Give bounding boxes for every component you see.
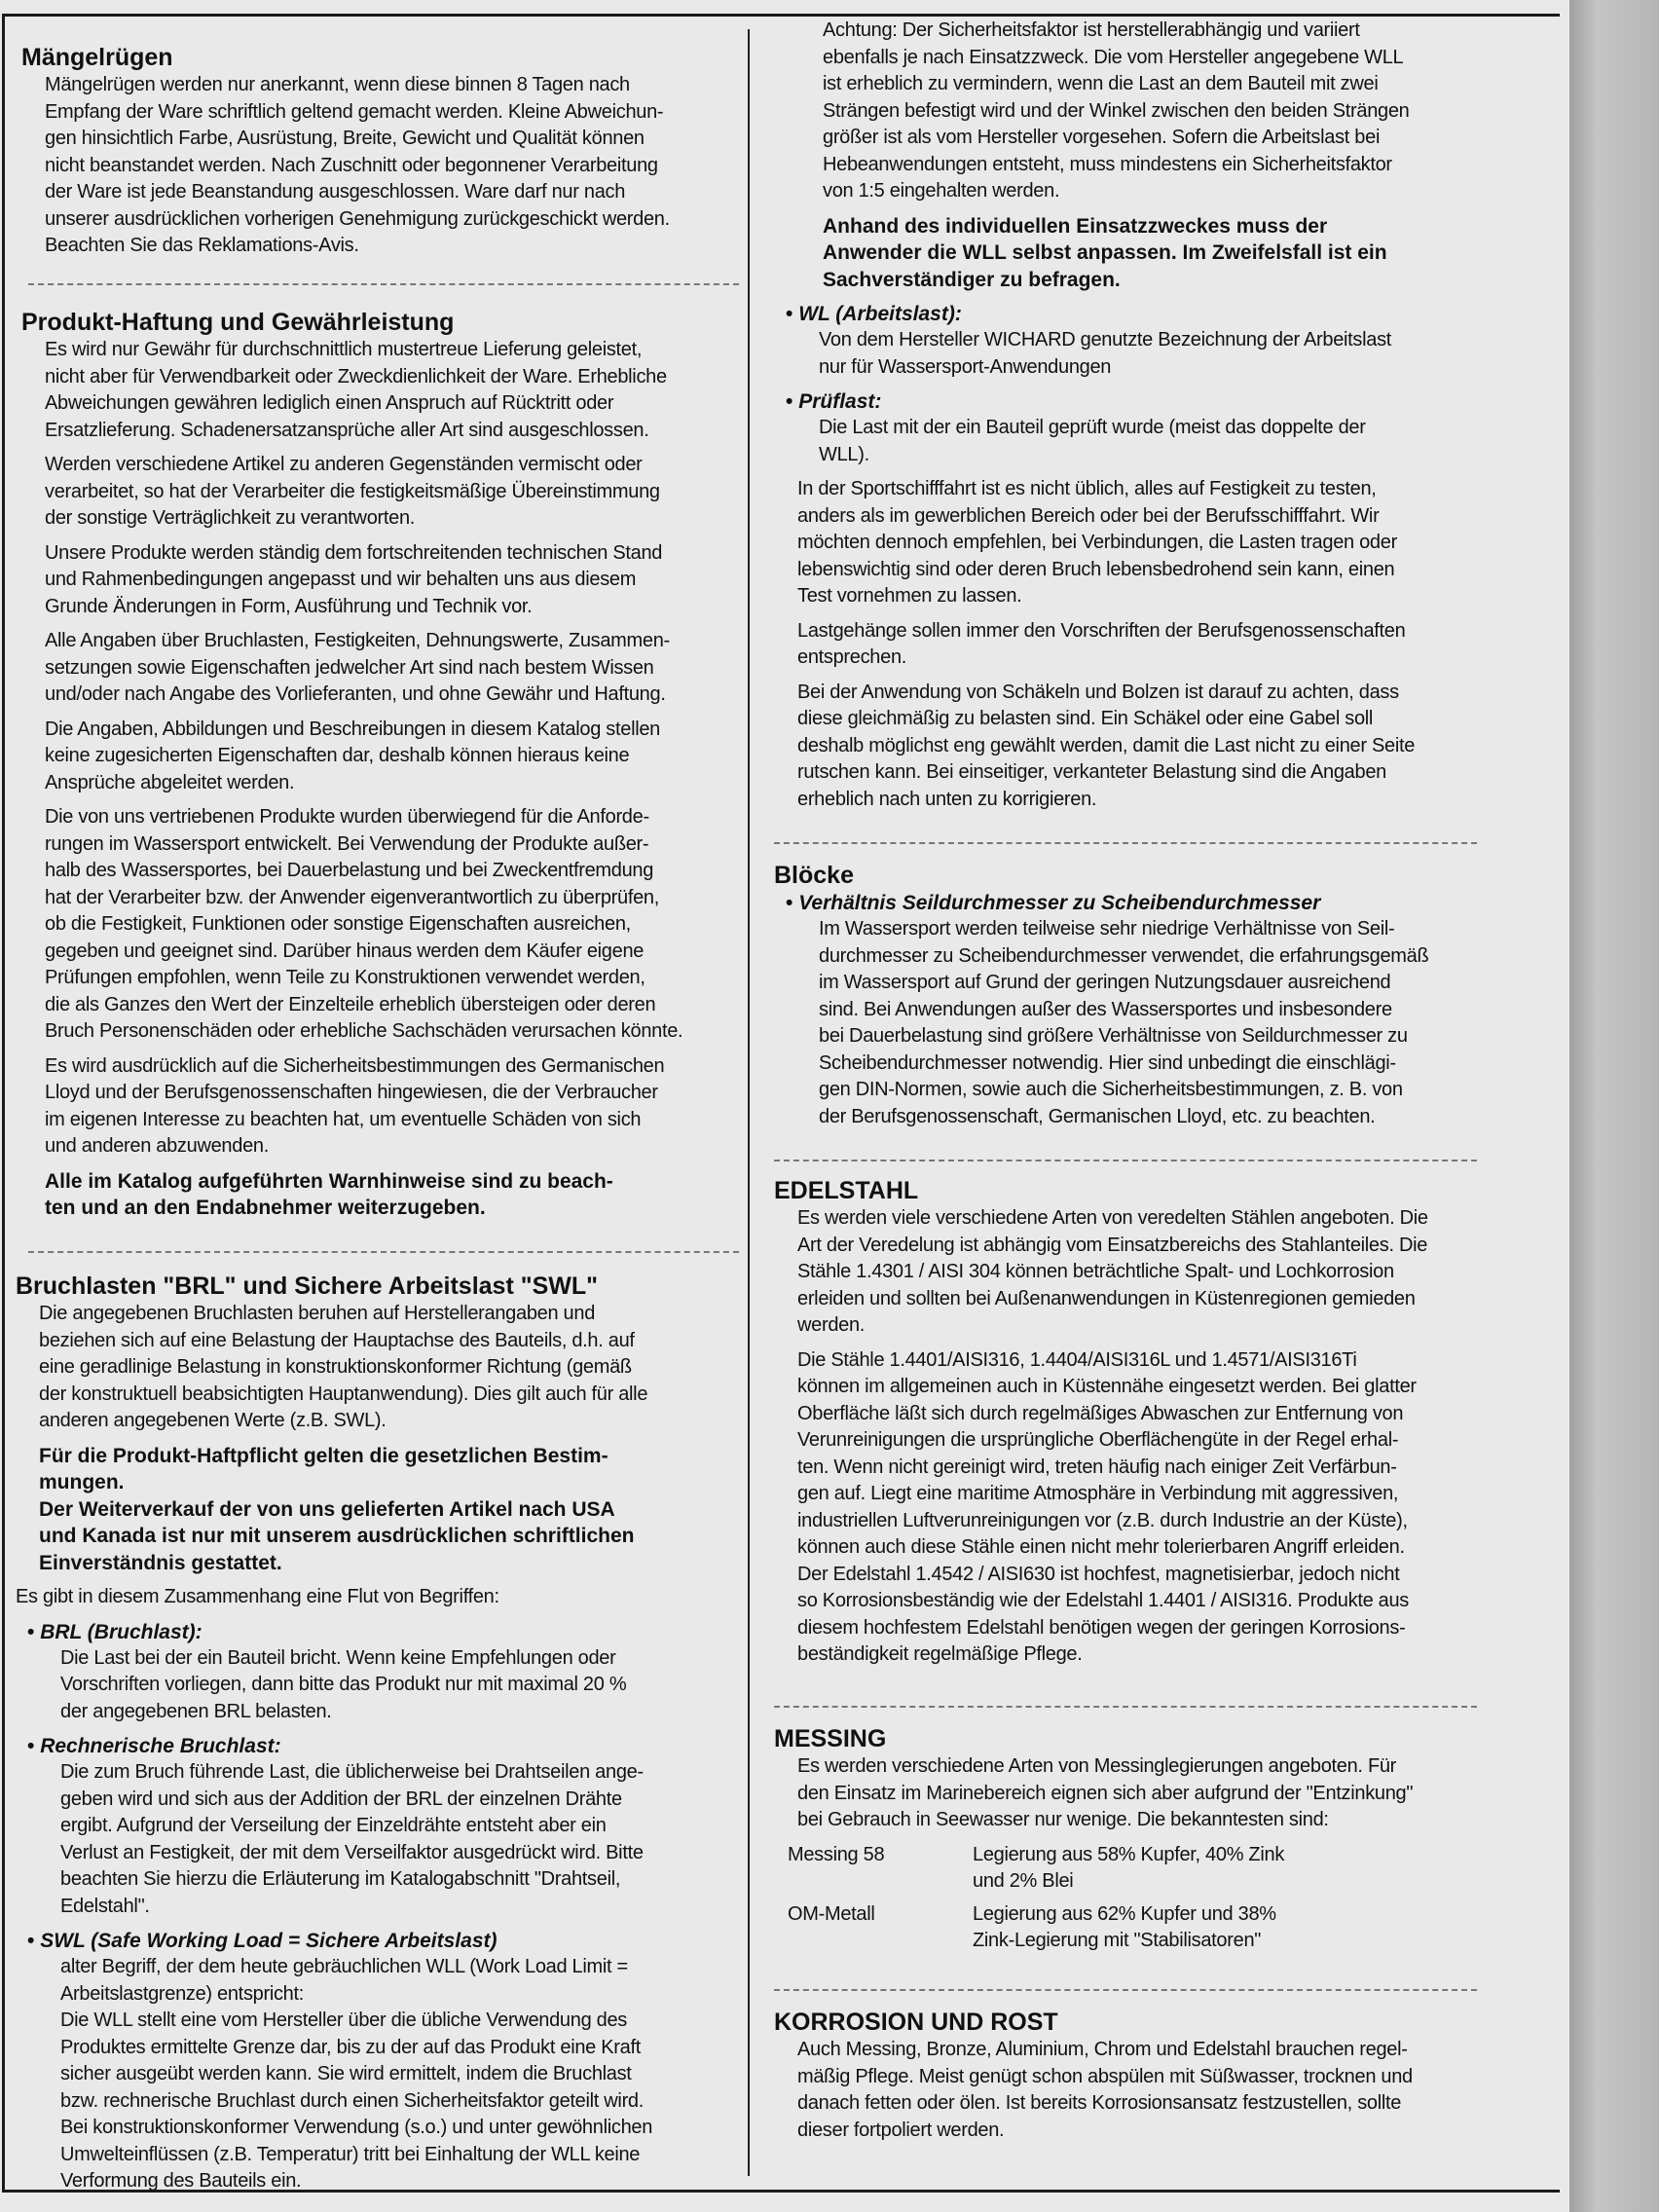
liability-note: Für die Produkt-Haftpflicht gelten die gesetzlichen Bestim- mungen. Der Weiterverkauf der von uns gelieferten Artikel nach USA und Kanada ist nur mit unserem ausdrücklichen schriftlichen Einverständnis gestattet. bbox=[39, 1444, 635, 1574]
paragraph: Alle Angaben über Bruchlasten, Festigkeiten, Dehnungswerte, Zusammen- setzungen sowie Eigenschaften jedwelcher Art sind nach bestem Wissen und/oder nach Angabe des Vorlieferanten, und ohne Gewähr und Haftung. bbox=[45, 630, 670, 705]
section-separator bbox=[774, 1989, 1477, 1991]
term-title: • BRL (Bruchlast): bbox=[27, 1619, 736, 1645]
paragraph: Es werden viele verschiedene Arten von veredelten Stählen angeboten. Die Art der Veredelung ist abhängig vom Einsatzbereichs des Stahlanteiles. Die Stähle 1.4301 / AISI 304 können beträchtliche Spalt- und Lochkorrosion erleiden und sollten bei Außenanwendungen in Küstenregionen gemieden werden. bbox=[797, 1207, 1428, 1336]
section-separator bbox=[28, 283, 739, 285]
paragraph: Lastgehänge sollen immer den Vorschriften der Berufsgenossenschaften entsprechen. bbox=[797, 619, 1406, 668]
term-text: Die Last mit der ein Bauteil geprüft wurde (meist das doppelte der WLL). bbox=[819, 417, 1366, 465]
term-title: • Verhältnis Seildurchmesser zu Scheibendurchmesser bbox=[786, 890, 1514, 916]
term-text: Im Wassersport werden teilweise sehr niedrige Verhältnisse von Seil- durchmesser zu Scheibendurchmesser verwendet, die erfahrungsgemäß im Wassersport auf Grund der geringen Nutzungsdauer ausreichend sind. Bei Anwendungen außer des Wassersportes und insbesondere bei Dauerbelastung sind größere Verhältnisse von Seildurchmesser zu Scheibendurchmesser notwendig. Hier sind unbedingt die einschlägi- gen DIN-Normen, sowie auch die Sicherheitsbestimmungen, z. B. von der Berufsgenossenschaft, Germanischen Lloyd, etc. zu beachten. bbox=[819, 918, 1429, 1127]
paragraph: Werden verschiedene Artikel zu anderen Gegenständen vermischt oder verarbeitet, so hat der Verarbeiter die festigkeitsmäßige Übereinstimmung der sonstige Verträglichkeit zu verantworten. bbox=[45, 454, 660, 529]
term-item bbox=[786, 301, 1514, 381]
table-row bbox=[788, 1842, 1284, 1901]
section-title: Mängelrügen bbox=[21, 44, 173, 71]
background-edge bbox=[1569, 0, 1659, 2212]
paragraph: Bei der Anwendung von Schäkeln und Bolzen ist darauf zu achten, dass diese gleichmäßig zu belasten sind. Ein Schäkel oder eine Gabel soll deshalb möglichst eng gewählt werden, damit die Last nicht zu einer Seite rutschen kann. Bei einseitiger, verkanteter Belastung sind die Angaben erheblich nach unten zu korrigieren. bbox=[797, 681, 1416, 810]
term-title: • WL (Arbeitslast): bbox=[786, 301, 1514, 327]
term-item bbox=[27, 1619, 736, 1726]
section-separator bbox=[774, 1160, 1477, 1161]
paragraph: Es wird nur Gewähr für durchschnittlich mustertreue Lieferung geleistet, nicht aber für Verwendbarkeit oder Zweckdienlichkeit der Ware. Erhebliche Abweichungen gewähren lediglich einen Anspruch auf Rücktritt oder Ersatzlieferung. Schadenersatzansprüche aller Art sind ausgeschlossen. bbox=[45, 339, 667, 441]
term-text: Von dem Hersteller WICHARD genutzte Bezeichnung der Arbeitslast nur für Wassersport-Anwendungen bbox=[819, 329, 1392, 378]
alloy-name: Messing 58 bbox=[788, 1843, 885, 1865]
paragraph: Die Stähle 1.4401/AISI316, 1.4404/AISI316L und 1.4571/AISI316Ti können im allgemeinen auch in Küstennähe eingesetzt werden. Bei glatter Oberfläche läßt sich durch regelmäßiges Abwaschen zur Entfernung von Verunreinigungen die ursprüngliche Oberflächengüte in der Regel erhal- ten. Wenn nicht gereinigt wird, treten häufig nach einiger Zeit Verfärbun- gen auf. Liegt eine maritime Atmosphäre in Verbindung mit aggressiven, industriellen Luftverunreinigungen vor (z.B. durch Industrie an der Küste), können auch diese Stähle einen nicht mehr tolerierbaren Angriff erleiden. Der Edelstahl 1.4542 / AISI630 ist hochfest, magnetisierbar, jedoch nicht so Korrosionsbeständig wie der Edelstahl 1.4401 / AISI316. Produkte aus diesem hochfestem Edelstahl benötigen wegen der geringen Korrosions- beständigkeit regelmäßige Pflege. bbox=[797, 1348, 1417, 1665]
term-item bbox=[786, 388, 1514, 468]
paragraph: Es wird ausdrücklich auf die Sicherheitsbestimmungen des Germanischen Lloyd und der Berufsgenossenschaften hingewiesen, die der Verbraucher im eigenen Interesse zu beachten hat, um eventuelle Schäden von sich und anderen abzuwenden. bbox=[45, 1054, 665, 1157]
paragraph: Die angegebenen Bruchlasten beruhen auf Herstellerangaben und beziehen sich auf eine Belastung der Hauptachse des Bauteils, d.h. auf eine geradlinige Belastung in konstruktionskonformer Richtung (gemäß der konstruktuell beabsichtigten Hauptanwendung). Dies gilt auch für alle anderen angegebenen Werte (z.B. SWL). bbox=[39, 1303, 648, 1431]
section-separator bbox=[774, 1706, 1477, 1708]
term-item bbox=[27, 1928, 736, 2195]
section-produkt-haftung bbox=[21, 308, 742, 1230]
paragraph: Es gibt in diesem Zusammenhang eine Flut von Begriffen: bbox=[16, 1586, 499, 1607]
term-text: Die Last bei der ein Bauteil bricht. Wenn keine Empfehlungen oder Vorschriften vorliegen, dann bitte das Produkt nur mit maximal 20 % der angegebenen BRL belasten. bbox=[60, 1646, 627, 1722]
section-bruchlasten bbox=[16, 1272, 736, 2203]
paragraph: Die von uns vertriebenen Produkte wurden überwiegend für die Anforde- rungen im Wassersport entwickelt. Bei Verwendung der Produkte außer- halb des Wassersportes, bei Dauerbelastung und bei Zweckentfremdung hat der Verarbeiter bzw. der Anwender eigenverantwortlich zu überprüfen, ob die Festigkeit, Funktionen oder sonstige Eigenschaften ausreichen, gegeben und geeignet sind. Darüber hinaus werden dem Käufer eigene Prüfungen empfohlen, wenn Teile zu Konstruktionen verwendet werden, die als Ganzes den Wert der Einzelteile erheblich übersteigen oder deren Bruch Personenschäden oder erhebliche Sachschäden verursachen könnte. bbox=[45, 806, 683, 1042]
paragraph: Es werden verschiedene Arten von Messinglegierungen angeboten. Für den Einsatz im Marinebereich eignen sich aber aufgrund der "Entzinkung" bei Gebrauch in Seewasser nur wenige. Die bekanntesten sind: bbox=[797, 1755, 1414, 1830]
paragraph: Die Angaben, Abbildungen und Beschreibungen in diesem Katalog stellen keine zugesicherten Eigenschaften dar, deshalb können hieraus keine Ansprüche abgeleitet werden. bbox=[45, 718, 661, 793]
section-title: EDELSTAHL bbox=[774, 1177, 919, 1204]
paragraph: Achtung: Der Sicherheitsfaktor ist herstellerabhängig und variiert ebenfalls je nach Einsatzzweck. Die vom Hersteller angegebene WLL ist erheblich zu vermindern, wenn die Last an dem Bauteil mit zwei Strängen befestigt wird und der Winkel zwischen den beiden Strängen größer ist als vom Hersteller vorgesehen. Sofern die Arbeitslast bei Hebeanwendungen entsteht, muss mindestens ein Sicherheitsfaktor von 1:5 eingehalten werden. bbox=[823, 19, 1410, 202]
section-messing bbox=[774, 1724, 1514, 1961]
section-title: KORROSION UND ROST bbox=[774, 2009, 1058, 2036]
section-korrosion bbox=[774, 2008, 1514, 2152]
section-separator bbox=[28, 1251, 739, 1253]
section-title: MESSING bbox=[774, 1725, 887, 1752]
alloy-description: Legierung aus 62% Kupfer und 38% Zink-Legierung mit "Stabilisatoren" bbox=[973, 1902, 1276, 1951]
term-item bbox=[786, 890, 1514, 1130]
section-separator bbox=[774, 842, 1477, 844]
section-title: Bruchlasten "BRL" und Sichere Arbeitslast "SWL" bbox=[16, 1272, 598, 1300]
advice-note: Anhand des individuellen Einsatzzweckes muss der Anwender die WLL selbst anpassen. Im Zweifelsfall ist ein Sachverständiger zu befragen. bbox=[823, 214, 1387, 291]
paragraph: Auch Messing, Bronze, Aluminium, Chrom und Edelstahl brauchen regel- mäßig Pflege. Meist genügt schon abspülen mit Süßwasser, trocknen und danach fetten oder ölen. Ist bereits Korrosionsansatz festzustellen, sollte dieser fortpoliert werden. bbox=[797, 2039, 1413, 2141]
section-bloecke bbox=[774, 861, 1514, 1138]
section-title: Produkt-Haftung und Gewährleistung bbox=[21, 309, 455, 336]
term-title: • Prüflast: bbox=[786, 388, 1514, 415]
column-divider bbox=[748, 29, 750, 2176]
table-row bbox=[788, 1901, 1284, 1961]
section-edelstahl bbox=[774, 1176, 1514, 1677]
paragraph: In der Sportschifffahrt ist es nicht üblich, alles auf Festigkeit zu testen, anders als im gewerblichen Bereich oder bei der Berufsschifffahrt. Wir möchten dennoch empfehlen, bei Verbindungen, die Lasten tragen oder lebenswichtig sind oder deren Bruch lebensbedrohend sein kann, einen Test vornehmen zu lassen. bbox=[797, 478, 1397, 607]
warning-note: Alle im Katalog aufgeführten Warnhinweise sind zu beach- ten und an den Endabnehmer weiterzugeben. bbox=[45, 1169, 613, 1219]
term-title: • Rechnerische Bruchlast: bbox=[27, 1733, 736, 1759]
term-title: • SWL (Safe Working Load = Sichere Arbeitslast) bbox=[27, 1928, 736, 1954]
term-text: Die zum Bruch führende Last, die üblicherweise bei Drahtseilen ange- geben wird und sich aus der Addition der BRL der einzelnen Drähte ergibt. Aufgrund der Verseilung der Einzeldrähte entsteht aber ein Verlust an Festigkeit, der mit dem Verseilfaktor ausgedrückt wird. Bitte beachten Sie hierzu die Erläuterung im Katalogabschnitt "Drahtseil, Edelstahl". bbox=[60, 1761, 644, 1917]
paragraph: Unsere Produkte werden ständig dem fortschreitenden technischen Stand und Rahmenbedingungen angepasst und wir behalten uns aus diesem Grunde Änderungen in Form, Ausführung und Technik vor. bbox=[45, 541, 663, 617]
alloy-table bbox=[788, 1842, 1284, 1961]
paragraph: Mängelrügen werden nur anerkannt, wenn diese binnen 8 Tagen nach Empfang der Ware schriftlich geltend gemacht werden. Kleine Abweichun- gen hinsichtlich Farbe, Ausrüstung, Breite, Gewicht und Qualität können nicht beanstandet werden. Nach Zuschnitt oder begonnener Verarbeitung der Ware ist jede Beanstandung ausgeschlossen. Ware darf nur nach unserer ausdrücklichen vorherigen Genehmigung zurückgeschickt werden. Beachten Sie das Reklamations-Avis. bbox=[45, 74, 670, 256]
section-maengelruegen bbox=[21, 43, 742, 268]
alloy-name: OM-Metall bbox=[788, 1902, 875, 1925]
alloy-description: Legierung aus 58% Kupfer, 40% Zink und 2% Blei bbox=[973, 1843, 1285, 1892]
section-sicherheit-continued bbox=[774, 18, 1514, 821]
section-title: Blöcke bbox=[774, 862, 854, 889]
term-text: alter Begriff, der dem heute gebräuchlichen WLL (Work Load Limit = Arbeitslastgrenze) entspricht: Die WLL stellt eine vom Hersteller über die übliche Verwendung des Produktes ermittelte Grenze dar, bis zu der auf das Produkt eine Kraft sicher ausgeübt werden kann. Sie wird ermittelt, indem die Bruchlast bzw. rechnerische Bruchlast durch einen Sicherheitsfaktor geteilt wird. Bei konstruktionskonformer Verwendung (s.o.) und unter gewöhnlichen Umwelteinflüssen (z.B. Temperatur) tritt bei Einhaltung der WLL keine Verformung des Bauteils ein. bbox=[60, 1956, 653, 2192]
term-item bbox=[27, 1733, 736, 1920]
